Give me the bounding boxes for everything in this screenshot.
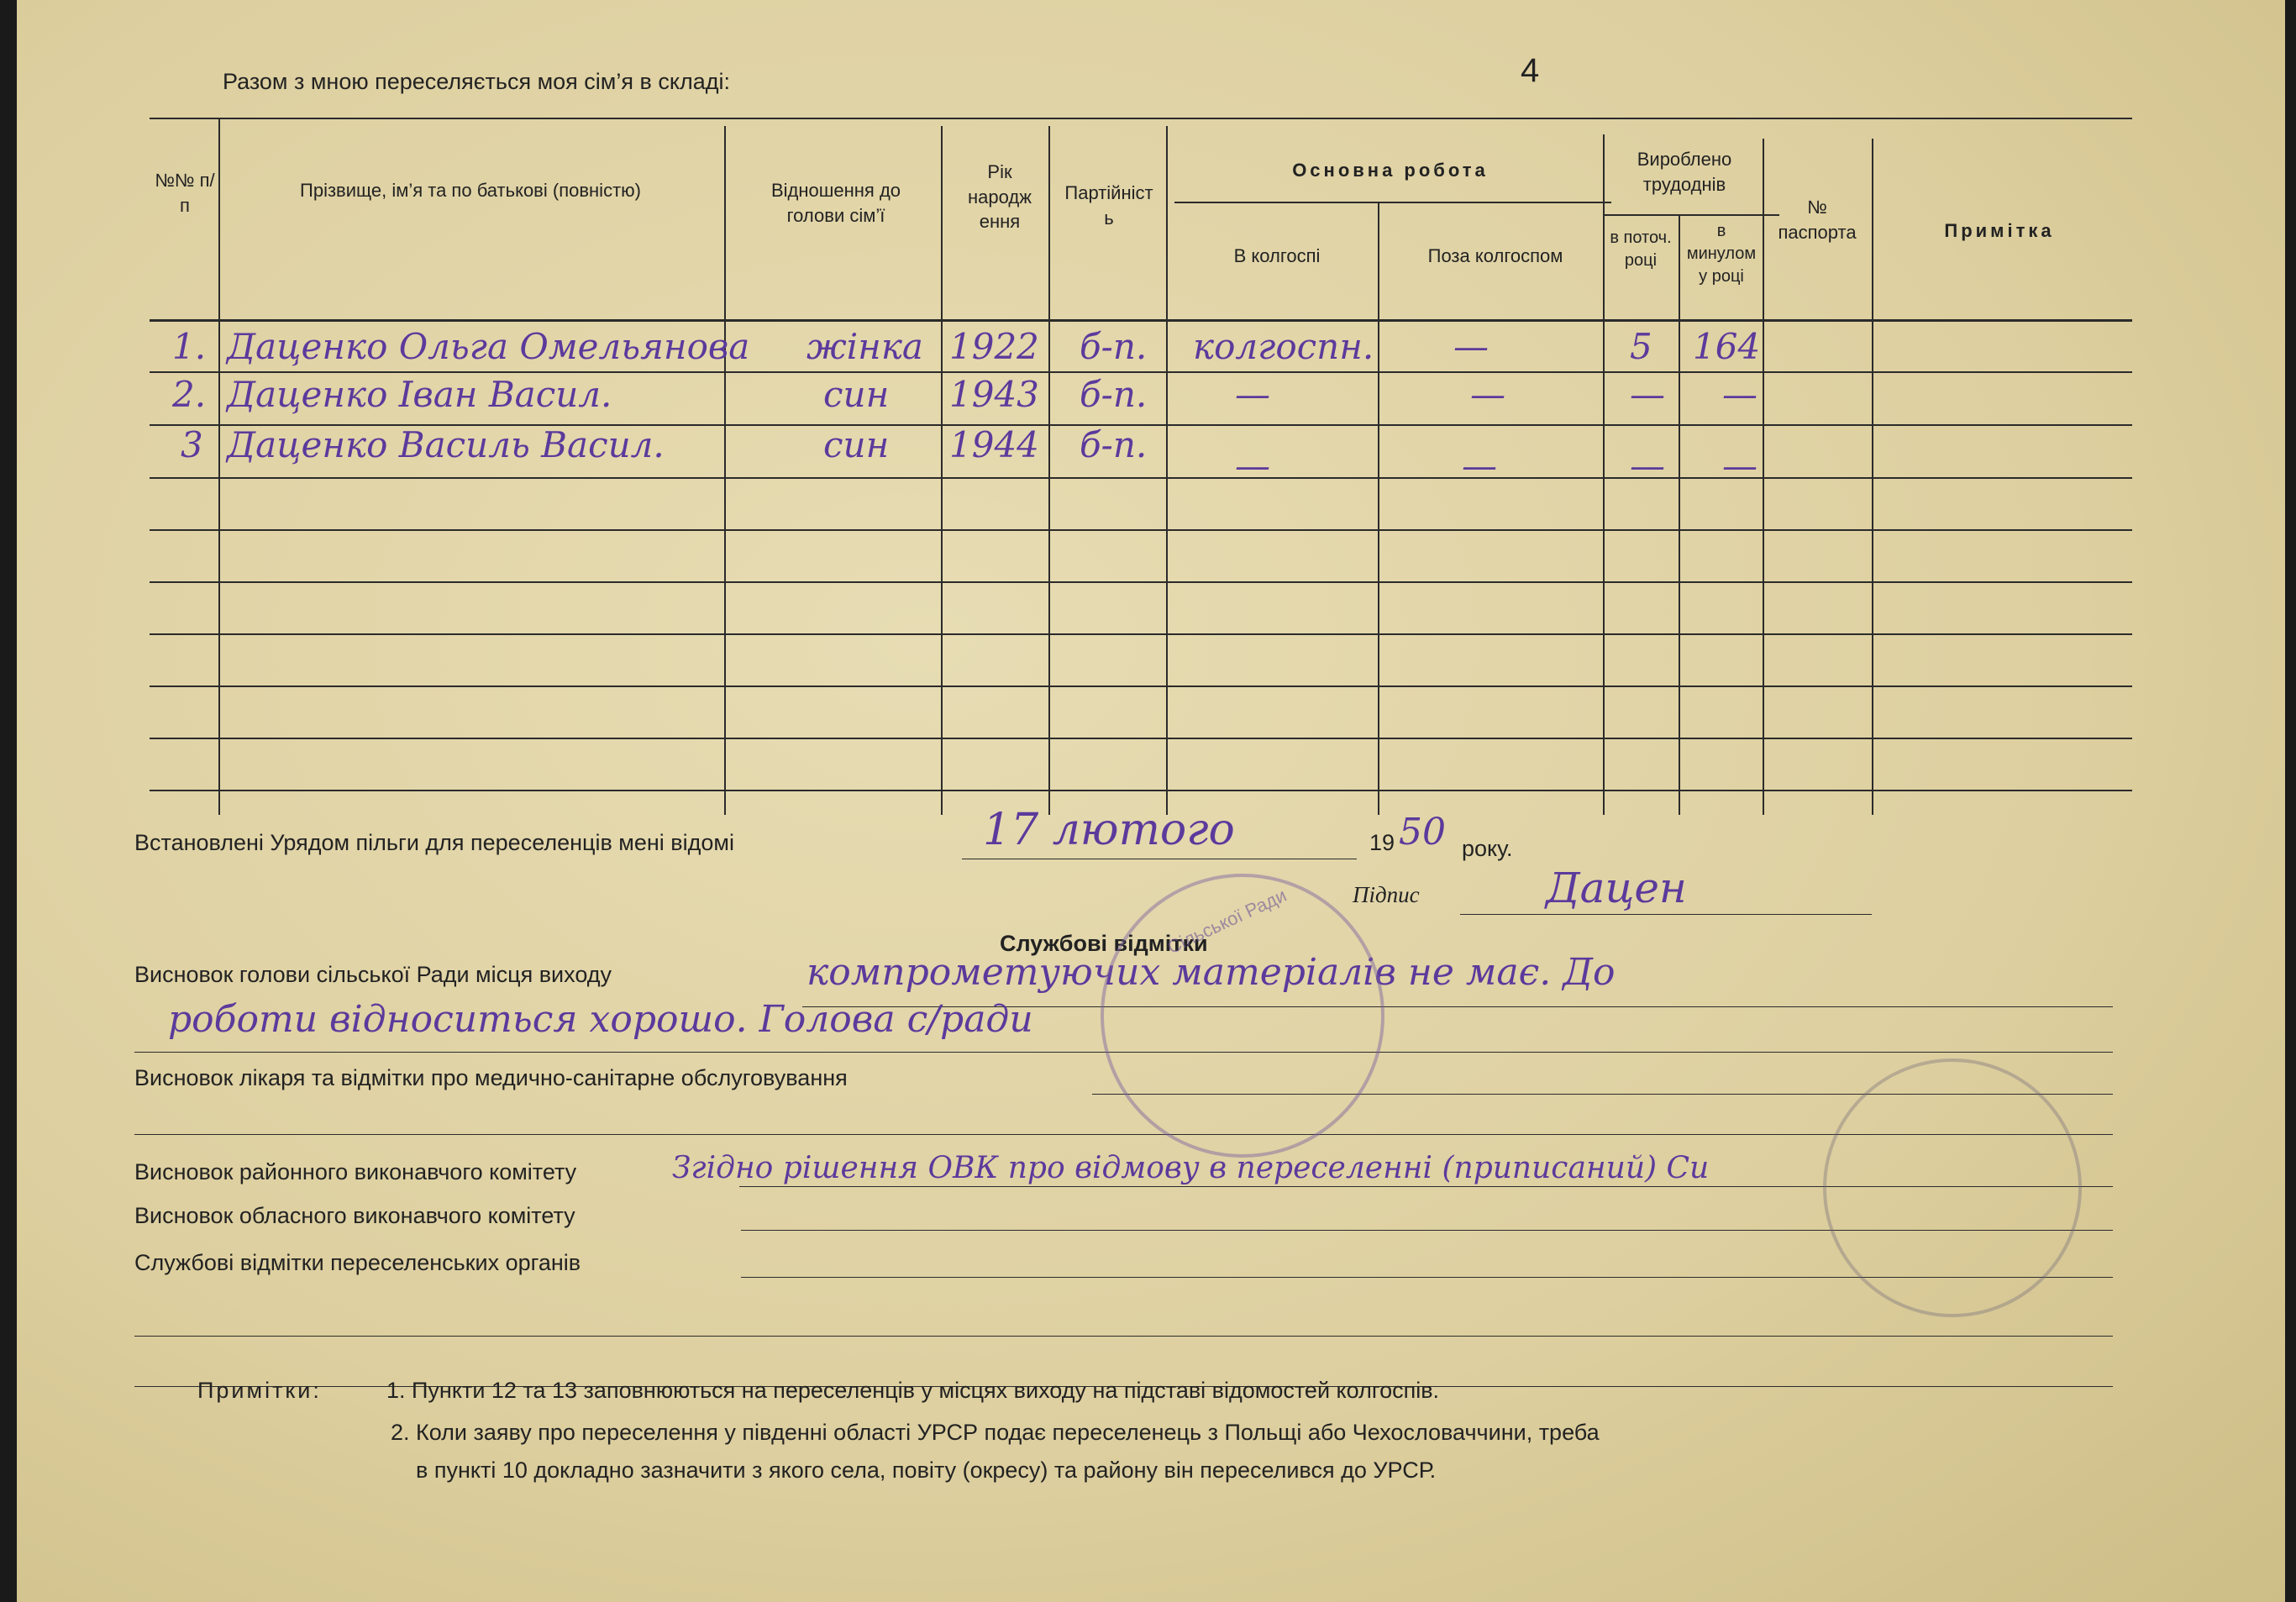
page-mark: 4 [1521, 52, 1540, 89]
second-stamp [1823, 1058, 2082, 1317]
doctor-label: Висновок лікаря та відмітки про медично-санітарне обслуговування [134, 1065, 848, 1090]
benefits-date: 17 лютого [983, 805, 1235, 855]
row-relation: син [823, 424, 890, 465]
row-outside: — [1470, 374, 1505, 415]
row-outside: — [1462, 445, 1497, 486]
row-num: 3 [181, 424, 203, 465]
row-name: Даценко Іван Васил. [227, 374, 612, 415]
row-relation: син [823, 374, 890, 415]
col-header-in-kolkhoz: В колгоспі [1233, 245, 1321, 266]
year-suffix: 50 [1399, 811, 1446, 854]
col-header-year: Рік народження [968, 161, 1032, 233]
col-header-workdays: Вироблено трудоднів [1637, 149, 1732, 195]
notes-prefix: Примітки: [197, 1378, 322, 1403]
district-label: Висновок районного виконавчого комітету [134, 1159, 577, 1184]
row-name: Даценко Ольга Омельянова [227, 326, 750, 367]
row-in-kolkhoz: — [1235, 374, 1270, 415]
row-in-kolkhoz: — [1235, 445, 1270, 486]
col-header-outside-kolkhoz: Поза колгоспом [1427, 245, 1563, 266]
year-word: року. [1462, 836, 1513, 861]
row-name: Даценко Василь Васил. [227, 424, 665, 465]
row-num: 2. [172, 374, 207, 415]
official-stamp [1101, 874, 1384, 1158]
row-party: б-п. [1080, 374, 1148, 415]
row-past: — [1722, 374, 1757, 415]
region-label: Висновок обласного виконавчого комітету [134, 1203, 575, 1228]
year-prefix: 19 [1369, 830, 1395, 855]
head-text-2: роботи відноситься хорошо. Голова с/ради [168, 998, 1033, 1041]
stamp-text: Сільської Ради [1164, 884, 1290, 959]
intro-text: Разом з мною переселяється моя сім’я в складі: [223, 69, 730, 94]
organs-label: Службові відмітки переселенських органів [134, 1250, 581, 1275]
signature-label: Підпис [1353, 882, 1420, 907]
row-cur: 5 [1630, 326, 1652, 367]
head-text-1: компрометуючих матеріалів не має. До [806, 951, 1616, 994]
col-header-num: №№ п/п [155, 170, 215, 216]
col-header-passport: № паспорта [1778, 197, 1857, 243]
service-title: Службові відмітки [1000, 931, 1208, 956]
col-header-party: Партійність [1064, 182, 1153, 228]
row-in-kolkhoz: колгоспн. [1193, 326, 1374, 367]
row-party: б-п. [1080, 326, 1148, 367]
benefits-text: Встановлені Урядом пільги для переселенців мені відомі [134, 830, 734, 855]
district-text: Згідно рішення ОВК про відмову в переселенні (приписаний) Си [672, 1151, 1710, 1185]
row-party: б-п. [1080, 424, 1148, 465]
head-label: Висновок голови сільської Ради місця виходу [134, 962, 612, 987]
col-header-past-year: в минулому році [1686, 222, 1757, 286]
row-outside: — [1453, 326, 1489, 367]
col-header-note: Примітка [1944, 220, 2055, 241]
row-num: 1. [172, 326, 207, 367]
row-year: 1943 [949, 374, 1039, 415]
row-past: — [1722, 445, 1757, 486]
col-header-current-year: в поточ. році [1610, 228, 1672, 270]
note-2a: 2. Коли заяву про переселення у південні області УРСР подає переселенець з Польщі або Чехословаччини, треба [391, 1420, 1600, 1445]
row-cur: — [1630, 445, 1665, 486]
note-2b: в пункті 10 докладно зазначити з якого села, повіту (окресу) та району він переселився до УРСР. [416, 1458, 1437, 1483]
document-page [17, 0, 2285, 1602]
row-past: 164 [1693, 326, 1761, 367]
note-1: 1. Пункти 12 та 13 заповнюються на переселенців у місцях виходу на підставі відомостей колгоспів. [386, 1378, 1440, 1403]
signature: Дацен [1546, 864, 1687, 912]
row-year: 1944 [949, 424, 1039, 465]
row-year: 1922 [949, 326, 1039, 367]
col-header-main-work: Основна робота [1292, 160, 1489, 181]
row-cur: — [1630, 374, 1665, 415]
col-header-relation: Відношення до голови сім’ї [770, 180, 901, 226]
col-header-name: Прізвище, ім’я та по батькові (повністю) [300, 180, 641, 201]
row-relation: жінка [806, 326, 923, 367]
